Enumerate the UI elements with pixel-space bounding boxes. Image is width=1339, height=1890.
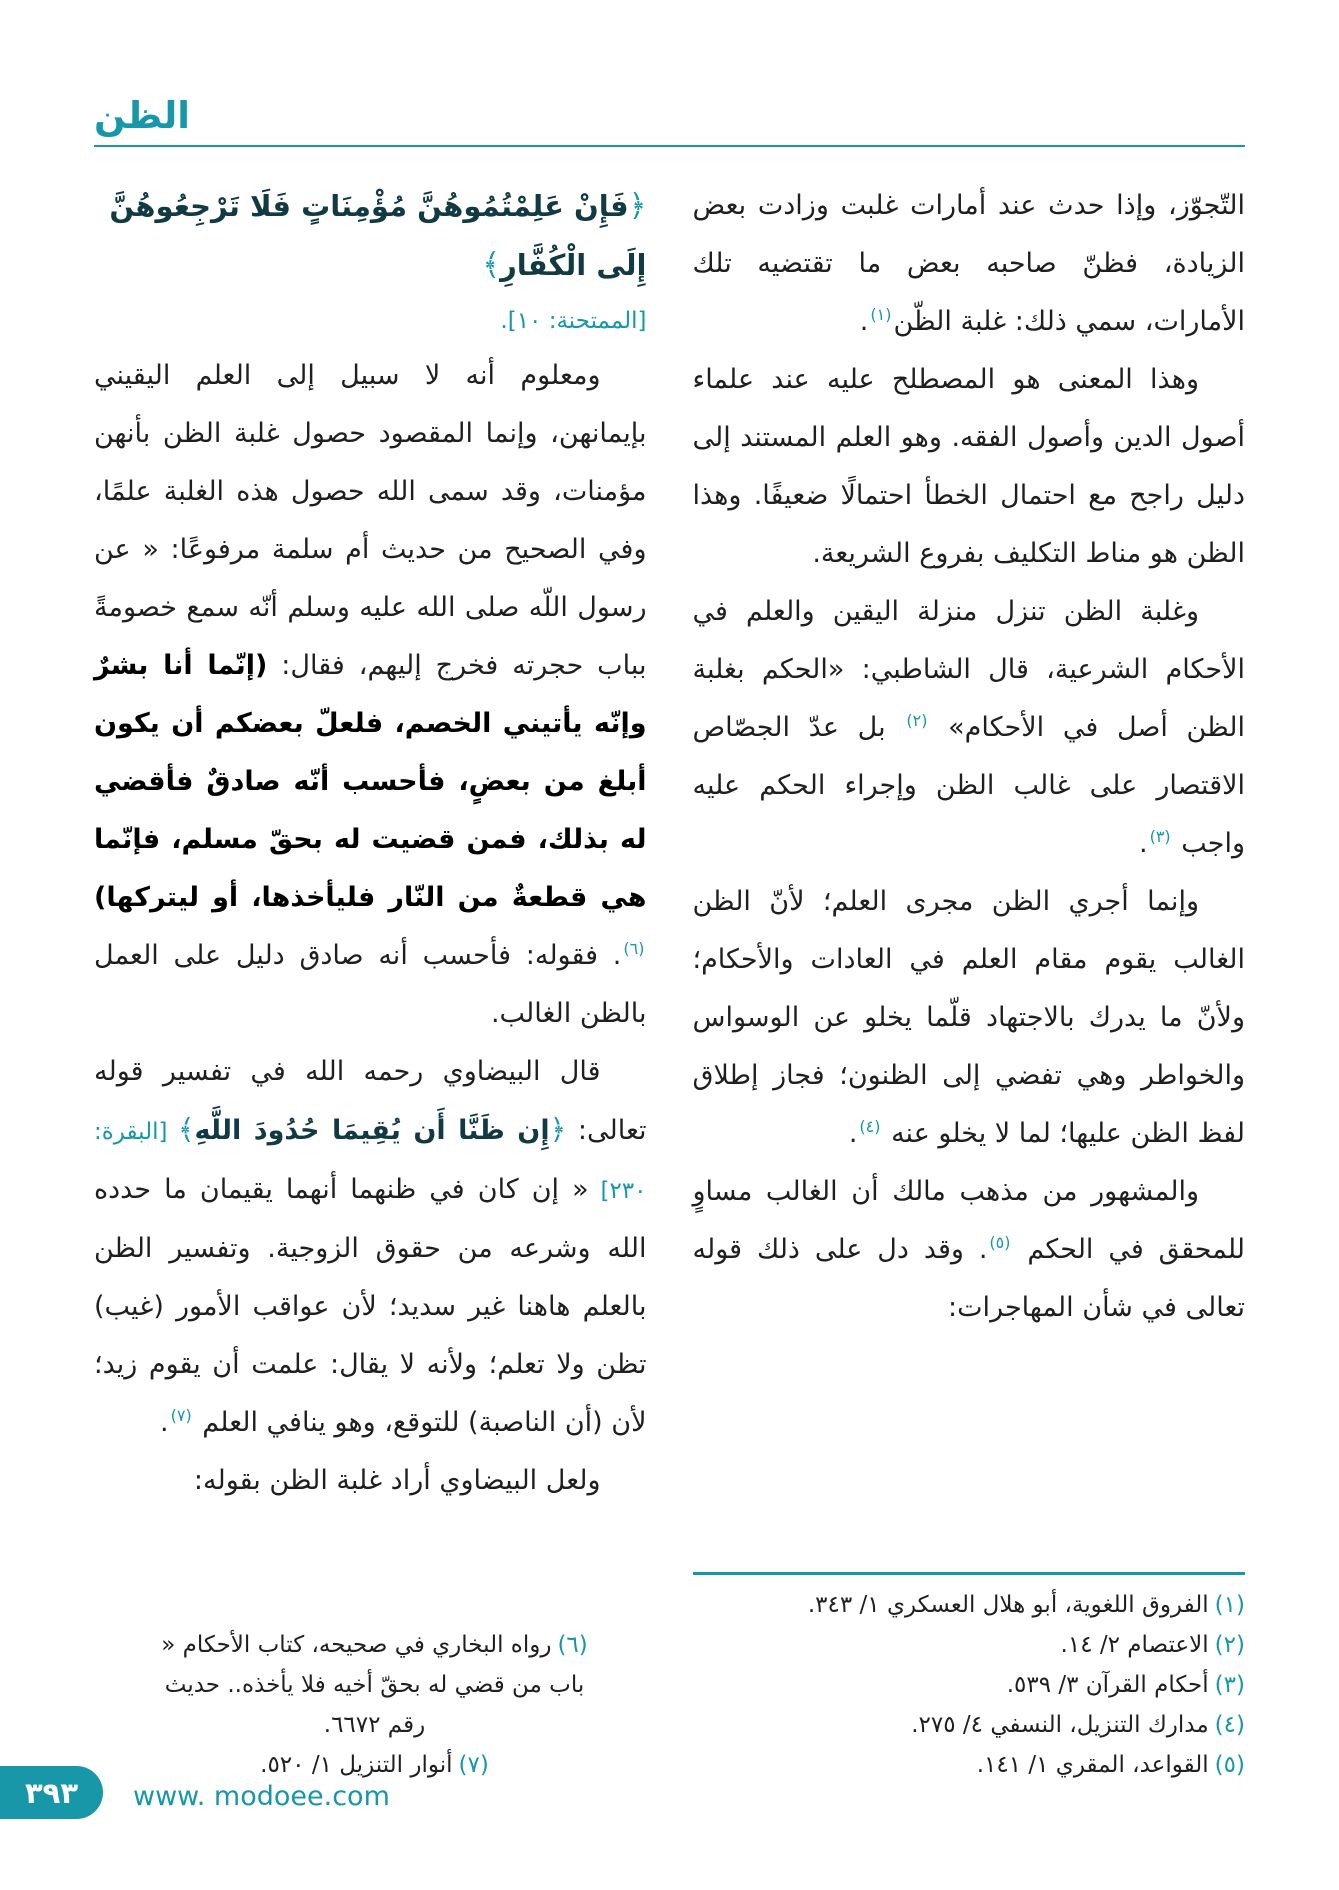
footnote-separator: [693, 1572, 1246, 1575]
verse-ornament-close: ﴾: [177, 1113, 195, 1146]
footnote-ref: (٦): [623, 939, 645, 958]
body-text: .: [848, 1118, 858, 1149]
body-text: بل عدّ الجصّاص الاقتصار على غالب الظن وإجراء الحكم عليه واجب: [692, 712, 1245, 859]
footnote-text: أحكام القرآن ٣/ ٥٣٩.: [1006, 1672, 1209, 1698]
footnote-number: (١): [1214, 1592, 1245, 1618]
right-column: [693, 177, 1246, 1785]
footnote-item: [693, 1585, 1246, 1625]
footnote-text: مدارك التنزيل، النسفي ٤/ ٢٧٥.: [911, 1712, 1209, 1738]
footnote-number: (٣): [1214, 1672, 1245, 1698]
footnote-text: الفروق اللغوية، أبو هلال العسكري ١/ ٣٤٣.: [807, 1592, 1209, 1618]
verse-reference: [الممتحنة: ١٠].: [500, 308, 647, 334]
quran-verse-block: [94, 177, 647, 295]
footnote-ref: (١): [870, 305, 892, 324]
footnote-number: (٦): [557, 1632, 588, 1658]
paragraph: [693, 583, 1246, 873]
body-text: ومعلوم أنه لا سبيل إلى العلم اليقيني بإيمانهن، وإنما المقصود حصول غلبة الظن بأنهن مؤمنات، وقد سمى الله حصول هذه الغلبة علمًا، وفي الصحيح من حديث أم سلمة مرفوعًا: « عن رسول اللّه صلى الله عليه وسلم أنّه سمع خصومةً بباب حجرته فخرج إليهم، فقال:: [94, 360, 647, 681]
paragraph: [693, 1163, 1246, 1337]
footnote-item: [693, 1745, 1246, 1785]
body-text: .: [859, 306, 869, 337]
paragraph: [94, 1452, 647, 1510]
body-text: .: [1138, 828, 1148, 859]
body-text: . فقوله: فأحسب أنه صادق دليل على العمل بالظن الغالب.: [94, 940, 647, 1029]
footnote-text: رواه البخاري في صحيحه، كتاب الأحكام « باب من قضي له بحقّ أخيه فلا يأخذه.. حديث رقم ٦٦٧٢.: [161, 1632, 585, 1738]
footnote-text: الاعتصام ٢/ ١٤.: [1060, 1632, 1209, 1658]
page-title: الظن: [94, 94, 190, 137]
footnotes-left: [149, 1625, 601, 1785]
footnote-text: أنوار التنزيل ١/ ٥٢٠.: [260, 1752, 453, 1778]
verse-text: إِن ظَنَّا أَن يُقِيمَا حُدُودَ اللَّهِ: [194, 1115, 550, 1146]
body-text: « إن كان في ظنهما أنهما يقيمان ما حدده الله وشرعه من حقوق الزوجية. وتفسير الظن بالعلم هاهنا غير سديد؛ لأن عواقب الأمور (غيب) تظن ولا تعلم؛ ولأنه لا يقال: علمت أن يقوم زيد؛ لأن (أن الناصبة) للتوقع، وهو ينافي العلم: [94, 1174, 647, 1438]
footnote-number: (٢): [1214, 1632, 1245, 1658]
verse-reference: [البقرة: ٢٣٠]: [94, 1119, 647, 1204]
paragraph: [693, 873, 1246, 1163]
footnote-ref: (٣): [1149, 827, 1171, 846]
paragraph: [94, 347, 647, 1043]
paragraph: [94, 1043, 647, 1452]
verse-ornament-open: ﴿: [549, 1113, 567, 1146]
body-text: التّجوّز، وإذا حدث عند أمارات غلبت وزادت بعض الزيادة، فظنّ صاحبه بعض ما تقتضيه تلك الأمارات، سمي ذلك: غلبة الظّن: [692, 190, 1245, 337]
website-text: www. modoee.com: [133, 1781, 390, 1812]
inline-quran-verse: [178, 1115, 566, 1146]
verse-ornament-close: ﴾: [482, 248, 501, 283]
body-text: وإنما أجري الظن مجرى العلم؛ لأنّ الظن الغالب يقوم مقام العلم في العادات والأحكام؛ ولأنّ ما يدرك بالاجتهاد قلّما يخلو عن الوسواس والخواطر وهي تفضي إلى الظنون؛ فجاز إطلاق لفظ الظن عليها؛ لما لا يخلو عنه: [692, 886, 1245, 1149]
footnote-number: (٥): [1214, 1752, 1245, 1778]
paragraph: [693, 177, 1246, 351]
body-text: وهذا المعنى هو المصطلح عليه عند علماء أصول الدين وأصول الفقه. وهو العلم المستند إلى دليل راجح مع احتمال الخطأ احتمالًا ضعيفًا. وهذا الظن هو مناط التكليف بفروع الشريعة.: [692, 364, 1245, 569]
body-text: والمشهور من مذهب مالك أن الغالب مساوٍ للمحقق في الحكم: [692, 1176, 1245, 1265]
left-column: [94, 177, 647, 1785]
footnote-text: القواعد، المقري ١/ ١٤١.: [976, 1752, 1209, 1778]
body-text: .: [160, 1407, 169, 1438]
footnote-item: [149, 1745, 601, 1785]
page-number-badge: [0, 1766, 103, 1819]
footnote-item: [149, 1625, 601, 1745]
footnote-ref: (٢): [906, 711, 928, 730]
footnotes-right: [693, 1572, 1246, 1785]
body-text: قال البيضاوي رحمه الله في تفسير قوله تعالى:: [94, 1056, 647, 1146]
body-text: ولعل البيضاوي أراد غلبة الظن بقوله:: [193, 1465, 601, 1496]
footnote-number: (٧): [458, 1752, 489, 1778]
hadith-text: (إنّما أنا بشرٌ وإنّه يأتيني الخصم، فلعلّ بعضكم أن يكون أبلغ من بعضٍ، فأحسب أنّه صادقٌ فأقضي له بذلك، فمن قضيت له بحقّ مسلم، فإنّما هي قطعةٌ من النّار فليأخذها، أو ليتركها): [94, 650, 647, 913]
paragraph: [693, 351, 1246, 583]
verse-ornament-open: ﴿: [628, 189, 647, 224]
footnote-ref: (٤): [859, 1117, 881, 1136]
footnote-ref: (٧): [170, 1406, 192, 1425]
footnote-item: [693, 1625, 1246, 1665]
page-number: ٣٩٣: [24, 1775, 79, 1810]
footnote-item: [693, 1665, 1246, 1705]
body-text: وغلبة الظن تنزل منزلة اليقين والعلم في الأحكام الشرعية، قال الشاطبي: «الحكم بغلبة الظن أصل في الأحكام»: [692, 596, 1245, 743]
footnote-number: (٤): [1214, 1712, 1245, 1738]
body-text: . وقد دل على ذلك قوله تعالى في شأن المهاجرات:: [692, 1234, 1245, 1323]
footnote-item: [693, 1705, 1246, 1745]
page-header: [94, 94, 1245, 147]
verse-text: فَإِنْ عَلِمْتُمُوهُنَّ مُؤْمِنَاتٍ فَلَا تَرْجِعُوهُنَّ إِلَى الْكُفَّارِ: [109, 189, 647, 282]
header-rule: [94, 145, 1245, 147]
footnote-ref: (٥): [989, 1233, 1011, 1252]
content-columns: [94, 177, 1245, 1785]
